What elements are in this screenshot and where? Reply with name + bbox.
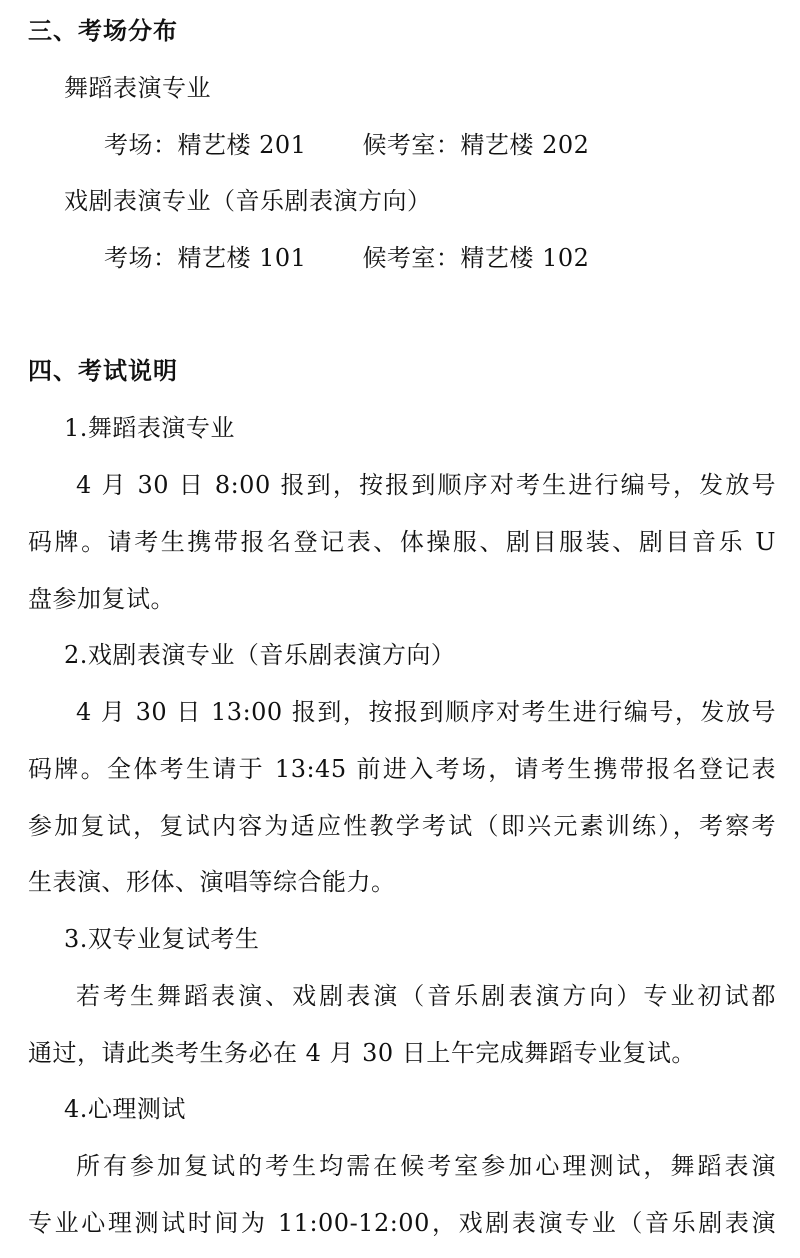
item-2-line-1: 4 月 30 日 13:00 报到，按报到顺序对考生进行编号，发放号 [76,698,776,726]
item-1-heading: 1.舞蹈表演专业 [64,414,235,442]
item-1-line-3: 盘参加复试。 [28,585,175,613]
item-2-line-3: 参加复试，复试内容为适应性教学考试（即兴元素训练），考察考 [28,812,776,840]
drama-waiting-room: 候考室：精艺楼 102 [362,244,590,272]
item-4-line-2: 专业心理测试时间为 11:00-12:00，戏剧表演专业（音乐剧表演 [28,1209,776,1237]
item-4-heading: 4.心理测试 [64,1095,186,1123]
item-4-line-1: 所有参加复试的考生均需在候考室参加心理测试，舞蹈表演 [76,1152,776,1180]
dance-venue-line [104,130,589,160]
item-1-line-1: 4 月 30 日 8:00 报到，按报到顺序对考生进行编号，发放号 [76,471,776,499]
drama-major-label: 戏剧表演专业（音乐剧表演方向） [64,187,432,215]
dance-waiting-room: 候考室：精艺楼 202 [362,131,590,159]
item-2-heading: 2.戏剧表演专业（音乐剧表演方向） [64,641,456,669]
item-1-line-2: 码牌。请考生携带报名登记表、体操服、剧目服装、剧目音乐 U [28,528,776,556]
drama-exam-room: 考场：精艺楼 101 [104,244,307,272]
dance-exam-room: 考场：精艺楼 201 [104,131,307,159]
item-3-line-1: 若考生舞蹈表演、戏剧表演（音乐剧表演方向）专业初试都 [76,982,776,1010]
section-3-title: 三、考场分布 [28,17,178,45]
dance-major-label: 舞蹈表演专业 [64,74,211,102]
item-2-line-4: 生表演、形体、演唱等综合能力。 [28,868,396,896]
drama-venue-line [104,243,589,273]
item-3-line-2: 通过，请此类考生务必在 4 月 30 日上午完成舞蹈专业复试。 [28,1039,696,1067]
section-4-title: 四、考试说明 [28,357,178,385]
item-3-heading: 3.双专业复试考生 [64,925,260,953]
item-2-line-2: 码牌。全体考生请于 13:45 前进入考场，请考生携带报名登记表 [28,755,776,783]
